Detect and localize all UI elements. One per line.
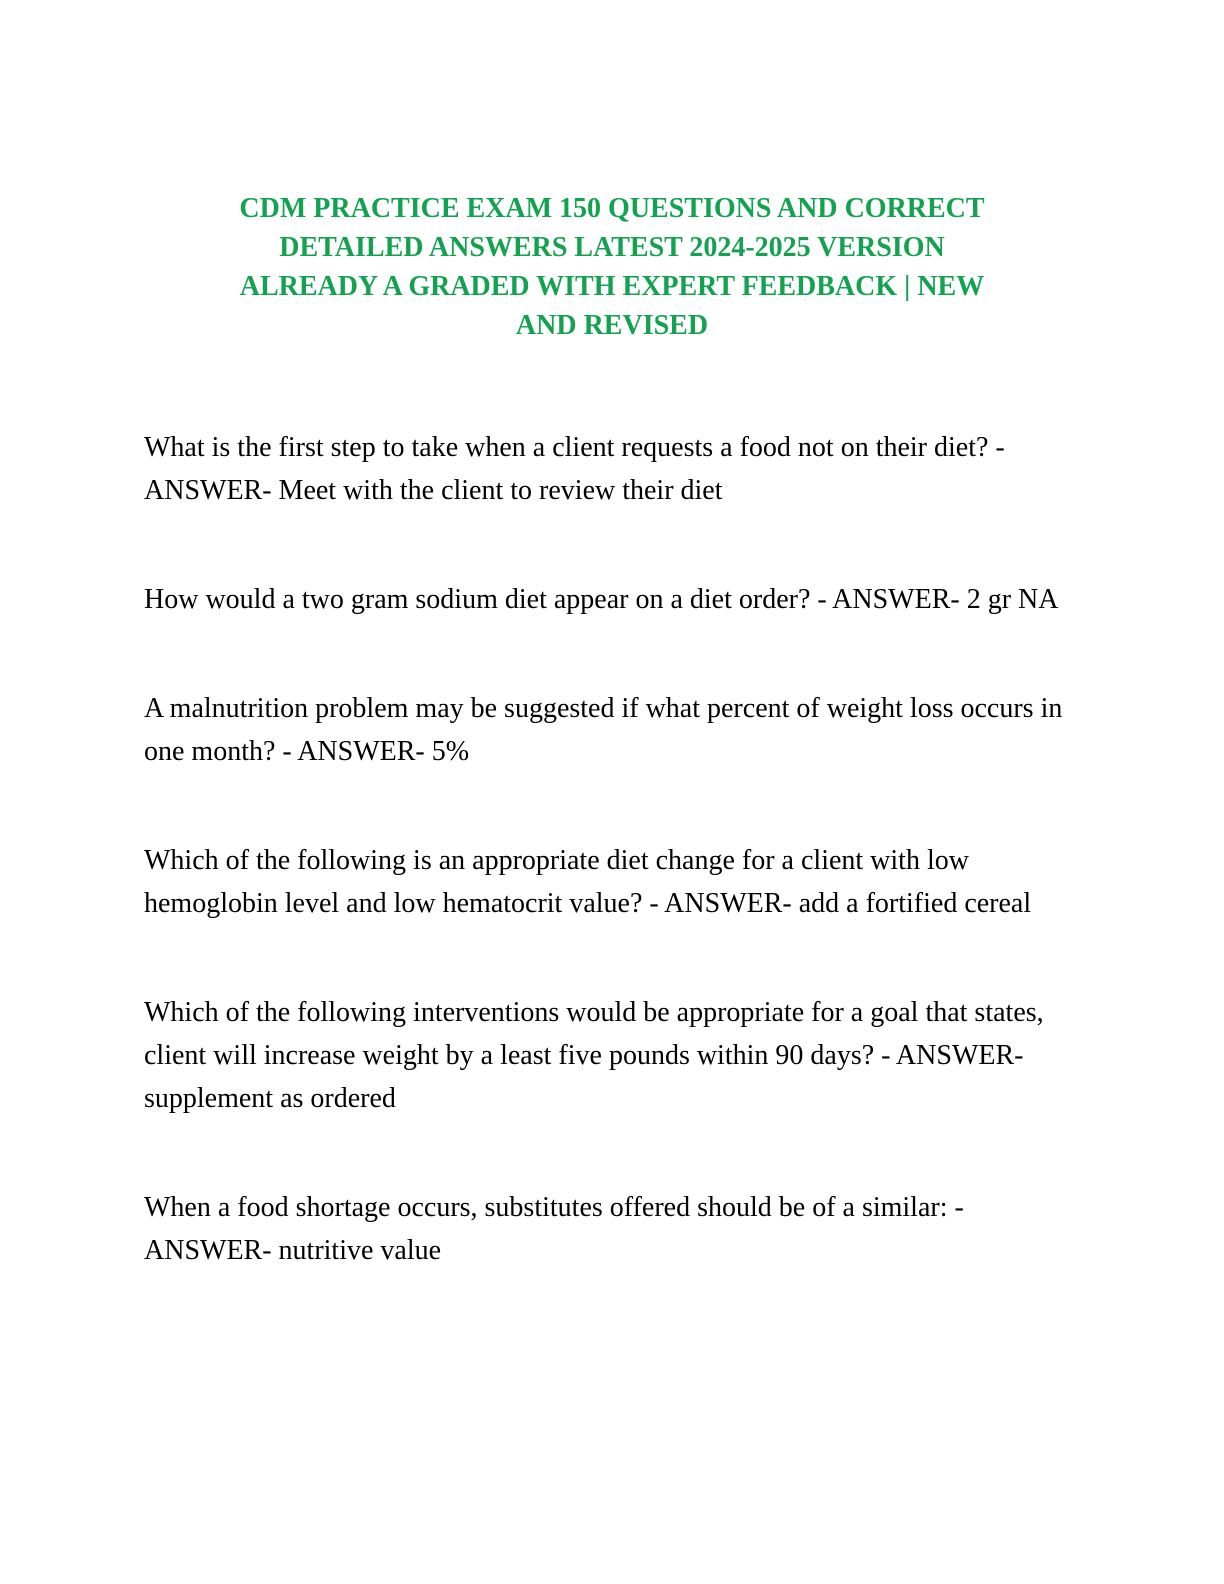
- title-line-2: DETAILED ANSWERS LATEST 2024-2025 VERSION: [279, 232, 945, 263]
- title-line-1: CDM PRACTICE EXAM 150 QUESTIONS AND CORRECT: [239, 193, 985, 224]
- qa-item-1: What is the first step to take when a client requests a food not on their diet? - ANSWER- Meet with the client to review their diet: [144, 432, 1005, 506]
- qa-item-5: Which of the following interventions would be appropriate for a goal that states, client will increase weight by a least five pounds within 90 days? - ANSWER- supplement as ordered: [144, 997, 1044, 1114]
- title-line-4: AND REVISED: [515, 310, 709, 341]
- qa-item-6: When a food shortage occurs, substitutes offered should be of a similar: - ANSWER- nutritive value: [144, 1192, 964, 1266]
- qa-item-3: A malnutrition problem may be suggested if what percent of weight loss occurs in one month? - ANSWER- 5%: [144, 693, 1063, 767]
- qa-item-4: Which of the following is an appropriate diet change for a client with low hemoglobin level and low hematocrit value? - ANSWER- add a fortified cereal: [144, 845, 1032, 919]
- document-title: [144, 189, 1080, 345]
- qa-item-2: How would a two gram sodium diet appear on a diet order? - ANSWER- 2 gr NA: [144, 584, 1059, 615]
- qa-list: [144, 426, 1080, 1272]
- title-line-3: ALREADY A GRADED WITH EXPERT FEEDBACK | NEW: [239, 271, 985, 302]
